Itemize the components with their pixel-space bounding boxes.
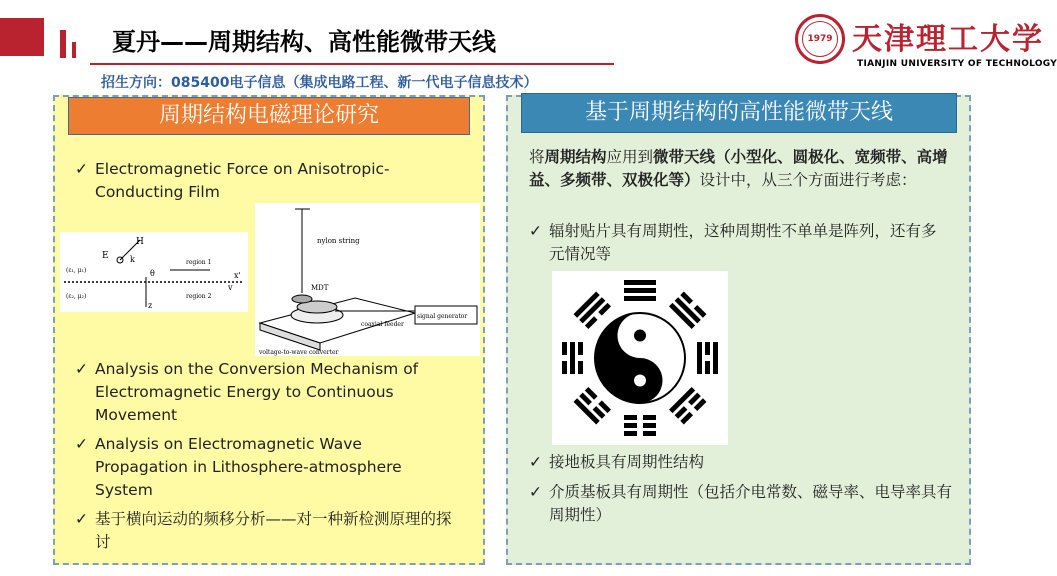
intro-bracket-open: （: [715, 148, 731, 166]
fig2-label-nylon: nylon string: [317, 237, 360, 245]
boundary-diagram-svg: [60, 232, 248, 312]
right-bullet-3-text: 介质基板具有周期性（包括介电常数、磁导率、电导率具有周期性）: [549, 483, 953, 524]
fig2-label-converter: voltage-to-wave converter: [259, 349, 339, 356]
title-underline: [90, 63, 614, 65]
check-icon: ✓: [529, 483, 542, 501]
intro-part: 设计中，从三个方面进行考虑：: [699, 171, 917, 189]
right-bullet-2: [529, 451, 949, 474]
apparatus-svg: [255, 203, 480, 356]
university-seal-icon: [795, 14, 845, 64]
left-bullet-3: [75, 433, 455, 502]
intro-keyword-periodic: 周期结构: [544, 148, 607, 166]
check-icon: ✓: [75, 435, 88, 453]
left-bullet-3-text: Analysis on Electromagnetic Wave Propagation in Lithosphere-atmosphere System: [95, 435, 402, 499]
page-subtitle: 招生方向：085400电子信息（集成电路工程、新一代电子信息技术）: [101, 75, 538, 91]
title-accent-bar: [0, 18, 44, 56]
taiji-bagua-svg: [552, 271, 728, 445]
taiji-bagua-icon: [552, 271, 728, 445]
intro-keyword-microstrip: 微带天线: [653, 148, 716, 166]
intro-keyword-features: 小型化、圆极化、宽频带、高增益、多频带、双极化等: [529, 148, 948, 189]
check-icon: ✓: [75, 510, 88, 528]
fig1-label-e: E: [102, 251, 109, 261]
fig1-label-medium2: (ε₂, μ₂): [66, 293, 87, 300]
fig1-label-medium1: (ε₁, μ₁): [66, 267, 87, 274]
check-icon: ✓: [75, 160, 88, 178]
intro-bracket-close: ）: [684, 171, 700, 189]
check-icon: ✓: [529, 453, 542, 471]
page-title: 夏丹——周期结构、高性能微带天线: [112, 28, 496, 56]
fig1-label-x: x': [234, 271, 241, 280]
apparatus-figure: [255, 203, 480, 356]
left-bullet-4-text: 基于横向运动的频移分析——对一种新检测原理的探讨: [95, 510, 452, 551]
right-panel-heading: 基于周期结构的高性能微带天线: [521, 93, 957, 133]
right-intro-text: [529, 146, 949, 192]
right-bullet-1-text: 辐射贴片具有周期性，这种周期性不单单是阵列，还有多元情况等: [549, 222, 937, 263]
right-bullet-1: [529, 220, 949, 266]
fig2-label-signal: signal generator: [417, 313, 468, 320]
intro-part: 将: [529, 148, 545, 166]
fig1-label-theta: θ: [150, 269, 155, 278]
fig1-label-region1: region 1: [186, 259, 212, 266]
fig1-label-region2: region 2: [186, 293, 212, 300]
fig2-label-mdt: MDT: [311, 284, 329, 292]
left-bullet-1-text: Electromagnetic Force on Anisotropic-Conducting Film: [95, 160, 390, 201]
university-seal-inner: [802, 21, 838, 57]
title-accent-stripe-small: [72, 42, 76, 58]
intro-part: 应用到: [606, 148, 654, 166]
check-icon: ✓: [529, 222, 542, 240]
right-bullet-3: [529, 481, 954, 527]
fig2-label-coaxial: coaxial feeder: [361, 321, 404, 328]
left-bullet-4: [75, 508, 455, 554]
left-bullet-1: [75, 158, 445, 204]
fig1-label-k: k: [130, 255, 135, 264]
fig1-label-v: v: [228, 283, 233, 292]
right-bullet-2-text: 接地板具有周期性结构: [549, 453, 705, 471]
seal-year: 1979: [807, 34, 833, 44]
check-icon: ✓: [75, 360, 88, 378]
fig1-label-z: z: [148, 301, 153, 310]
title-accent-stripe: [60, 30, 66, 58]
left-bullet-2: [75, 358, 455, 427]
left-bullet-2-text: Analysis on the Conversion Mechanism of Electromagnetic Energy to Continuous Movement: [95, 360, 419, 424]
fig1-label-h: H: [136, 237, 144, 247]
left-panel-heading: 周期结构电磁理论研究: [68, 97, 470, 135]
university-name-cn: 天津理工大学: [852, 22, 1044, 57]
university-name-en: TIANJIN UNIVERSITY OF TECHNOLOGY: [857, 59, 1057, 69]
boundary-diagram-figure: [60, 232, 248, 312]
